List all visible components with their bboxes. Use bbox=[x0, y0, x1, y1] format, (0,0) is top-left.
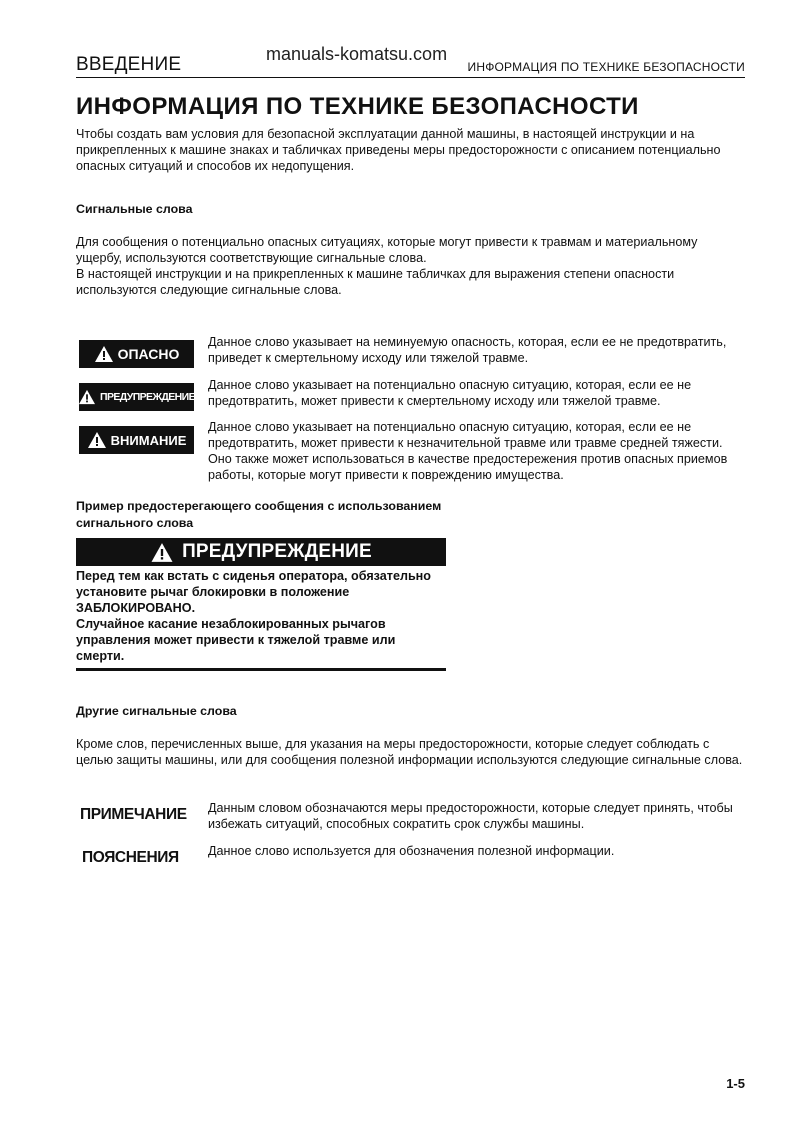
signal-words-paragraph-1: Для сообщения о потенциально опасных ситуациях, которые могут привести к травмам и материальному ущербу, используются соответствующие сигнальные слова. bbox=[76, 235, 698, 265]
page-title: ИНФОРМАЦИЯ ПО ТЕХНИКЕ БЕЗОПАСНОСТИ bbox=[76, 93, 639, 120]
remarks-label: ПОЯСНЕНИЯ bbox=[82, 849, 179, 866]
header-chapter-title: ИНФОРМАЦИЯ ПО ТЕХНИКЕ БЕЗОПАСНОСТИ bbox=[467, 60, 745, 74]
example-warning-banner bbox=[76, 538, 446, 566]
header-divider bbox=[76, 77, 745, 78]
caution-badge bbox=[79, 426, 194, 454]
caution-definition: Данное слово указывает на потенциально опасную ситуацию, которая, если ее не предотвратить, может привести к незначительной травме или травме средней тяжести. Оно также может использоваться в качестве предостережения против опасных приемов работы, которые могут привести к повреждению имущества. bbox=[208, 420, 728, 482]
danger-definition: Данное слово указывает на неминуемую опасность, которая, если ее не предотвратить, приведет к смертельному исходу или тяжелой травме. bbox=[208, 335, 727, 365]
warning-triangle-icon bbox=[94, 345, 114, 363]
example-warning-text-2: Случайное касание незаблокированных рычагов управления может привести к тяжелой травме или смерти. bbox=[76, 617, 396, 663]
example-bottom-rule bbox=[76, 668, 446, 671]
warning-triangle-icon bbox=[78, 389, 96, 405]
example-warning-label: ПРЕДУПРЕЖДЕНИЕ bbox=[182, 541, 372, 562]
other-signal-words-heading: Другие сигнальные слова bbox=[76, 704, 237, 718]
danger-badge bbox=[79, 340, 194, 368]
notice-definition: Данным словом обозначаются меры предосторожности, которые следует принять, чтобы избежать ситуаций, способных сократить срок службы машины. bbox=[208, 801, 733, 831]
page-number: 1-5 bbox=[726, 1076, 745, 1091]
example-warning-text-1: Перед тем как встать с сиденья оператора, обязательно установите рычаг блокировки в положение ЗАБЛОКИРОВАНО. bbox=[76, 569, 431, 615]
danger-badge-label: ОПАСНО bbox=[117, 346, 180, 362]
warning-triangle-icon bbox=[150, 542, 174, 563]
watermark-text: manuals-komatsu.com bbox=[266, 44, 448, 64]
caution-badge-label: ВНИМАНИЕ bbox=[110, 432, 187, 448]
example-heading: Пример предостерегающего сообщения с использованием сигнального слова bbox=[76, 499, 442, 530]
other-signal-words-paragraph: Кроме слов, перечисленных выше, для указания на меры предосторожности, которые следует соблюдать с целью защиты машины, или для сообщения полезной информации используются следующие сигнальные слова. bbox=[76, 737, 743, 767]
signal-words-paragraph-2: В настоящей инструкции и на прикрепленных к машине табличках для выражения степени опасности используются следующие сигнальные слова. bbox=[76, 267, 675, 297]
signal-words-heading: Сигнальные слова bbox=[76, 202, 193, 216]
intro-paragraph: Чтобы создать вам условия для безопасной эксплуатации данной машины, в настоящей инструкции и на прикрепленных к машине знаках и табличках приведены меры предосторожности с описанием потенциально опасных ситуаций и способов их недопущения. bbox=[76, 127, 721, 173]
remarks-definition: Данное слово используется для обозначения полезной информации. bbox=[208, 844, 615, 858]
warning-badge bbox=[79, 383, 194, 411]
notice-label: ПРИМЕЧАНИЕ bbox=[80, 806, 187, 823]
section-title: ВВЕДЕНИЕ bbox=[76, 54, 182, 75]
warning-definition: Данное слово указывает на потенциально опасную ситуацию, которая, если ее не предотвратить, может привести к смертельному исходу или тяжелой травме. bbox=[208, 378, 692, 408]
warning-badge-label: ПРЕДУПРЕЖДЕНИЕ bbox=[100, 391, 195, 403]
warning-triangle-icon bbox=[87, 431, 107, 449]
